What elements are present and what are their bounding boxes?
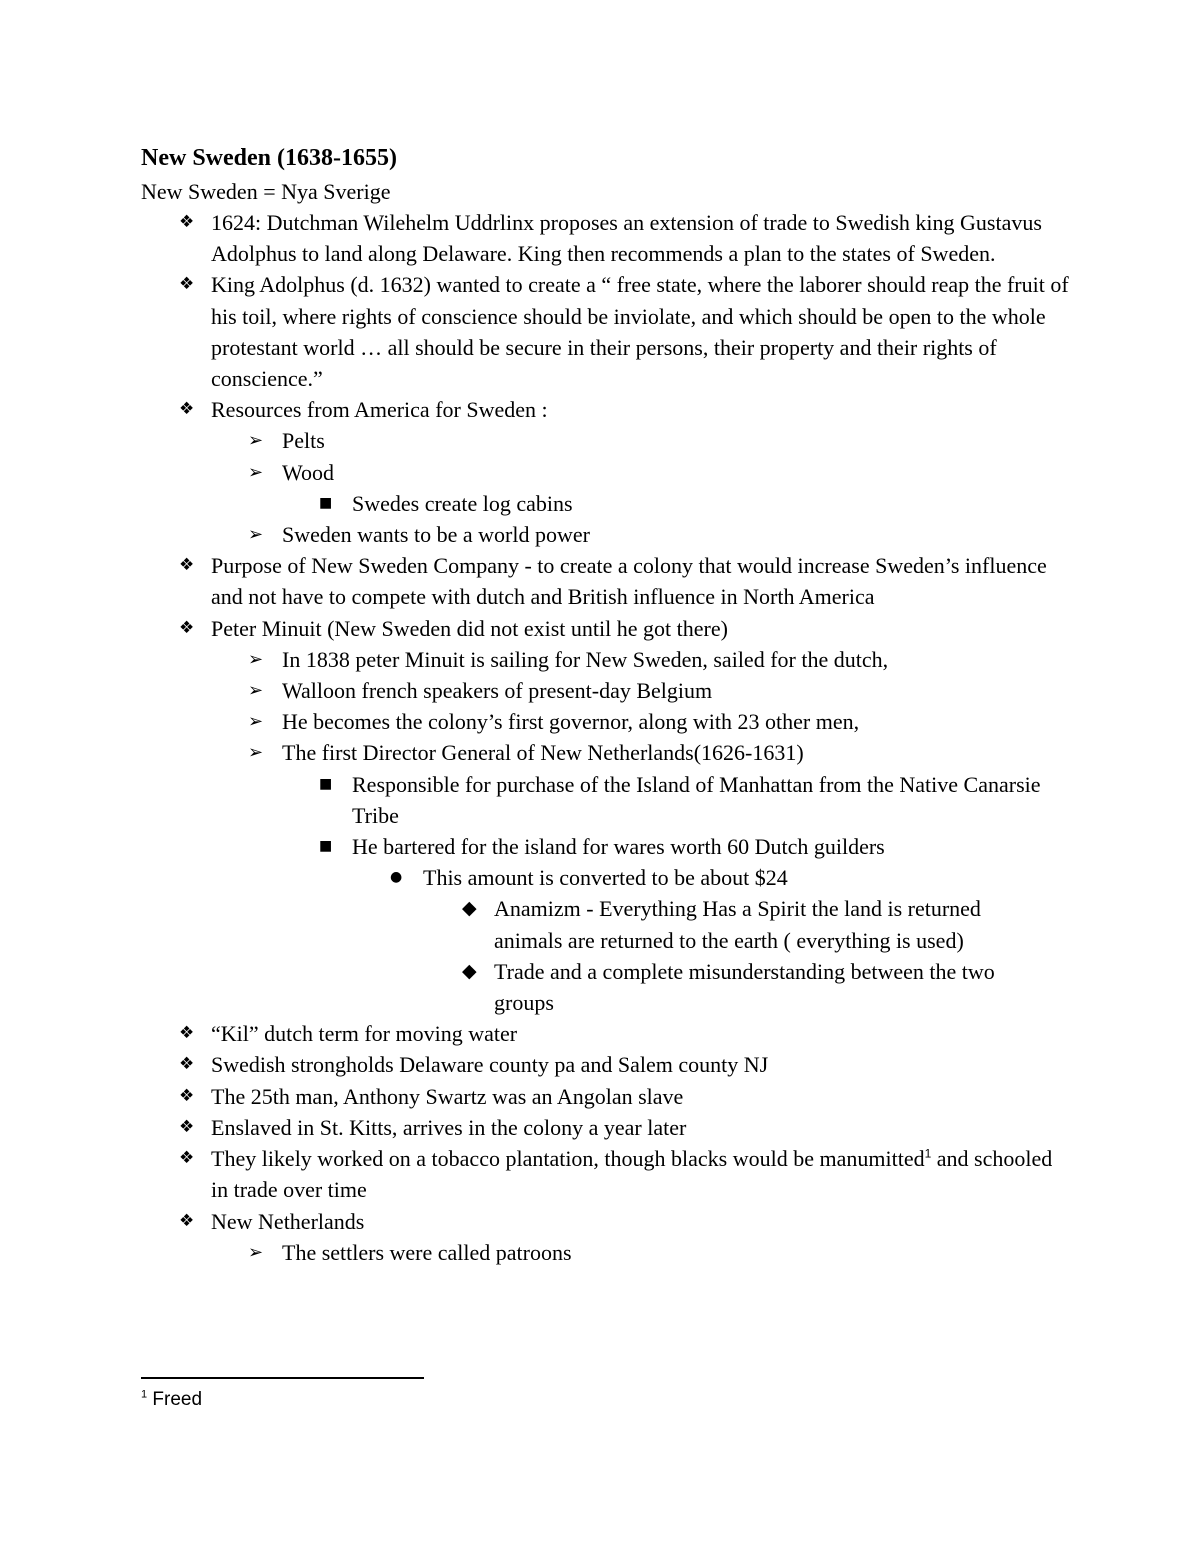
diamond-bullet-icon: ❖	[179, 1023, 195, 1044]
list-item	[0, 862, 1063, 893]
diamond-bullet-icon: ❖	[179, 555, 195, 576]
list-item	[0, 737, 1072, 768]
page-title: New Sweden (1638-1655)	[141, 145, 397, 171]
list-item-text: Trade and a complete misunderstanding between the two groups	[494, 958, 995, 1016]
list-item	[0, 1081, 1071, 1112]
list-item-text: The 25th man, Anthony Swartz was an Angolan slave	[211, 1083, 684, 1109]
list-item-text: 1624: Dutchman Wilehelm Uddrlinx proposes an extension of trade to Swedish king Gustavus Adolphus to land along Delaware. King then recommends a plan to the states of Sweden.	[211, 210, 1042, 267]
square-bullet-icon: ■	[319, 838, 333, 855]
list-item-text: Enslaved in St. Kitts, arrives in the colony a year later	[211, 1114, 687, 1140]
list-item	[0, 550, 1071, 612]
arrow-bullet-icon: ➢	[248, 461, 264, 483]
list-item-text: The settlers were called patroons	[282, 1239, 572, 1265]
list-item	[0, 831, 1052, 862]
diamond-bullet-icon: ❖	[179, 1116, 195, 1137]
list-item-text: Peter Minuit (New Sweden did not exist until he got there)	[211, 615, 728, 641]
list-item-text: Swedes create log cabins	[352, 490, 573, 516]
list-item	[0, 893, 1054, 955]
arrow-bullet-icon: ➢	[248, 742, 264, 764]
list-item-text: King Adolphus (d. 1632) wanted to create a “ free state, where the laborer should reap the fruit of his toil, where rights of conscience should be inviolate, and which should be open to the whole protestant world … all should be secure in their persons, their property and their rights of conscience.”	[211, 272, 1069, 392]
list-item-text: Responsible for purchase of the Island of Manhattan from the Native Canarsie Tribe	[352, 771, 1041, 828]
list-item-text: The first Director General of New Netherlands(1626-1631)	[282, 740, 804, 766]
list-item-text: Sweden wants to be a world power	[282, 522, 590, 548]
list-item-text-continued: and schooled in trade over time	[211, 1146, 1053, 1203]
page-subtitle: New Sweden = Nya Sverige	[141, 179, 391, 204]
list-item-text: Wood	[282, 459, 335, 485]
list-item	[0, 1112, 1071, 1143]
dot-bullet-icon: ●	[390, 869, 403, 886]
arrow-bullet-icon: ➢	[248, 430, 264, 452]
list-item	[0, 675, 1072, 706]
list-item-text: In 1838 peter Minuit is sailing for New Sweden, sailed for the dutch,	[282, 646, 889, 672]
list-item-text: Resources from America for Sweden :	[211, 397, 548, 423]
diamond-bullet-icon: ❖	[179, 399, 195, 420]
list-item	[0, 488, 1052, 519]
list-item	[0, 1237, 1072, 1268]
arrow-bullet-icon: ➢	[248, 524, 264, 546]
footnote-reference[interactable]: 1	[924, 1146, 932, 1161]
list-item	[0, 394, 1071, 425]
diamond-bullet-icon: ❖	[179, 1054, 195, 1075]
list-item-text: “Kil” dutch term for moving water	[211, 1021, 518, 1047]
list-item	[0, 1018, 1071, 1049]
list-item	[0, 1049, 1071, 1080]
list-item	[0, 1206, 1071, 1237]
footnote-number: 1	[141, 1388, 148, 1401]
list-item	[0, 207, 1071, 269]
square-bullet-icon: ■	[319, 775, 333, 792]
footnote	[141, 1388, 202, 1412]
list-item-text: Swedish strongholds Delaware county pa and Salem county NJ	[211, 1052, 769, 1078]
list-item	[0, 644, 1072, 675]
list-item-text: This amount is converted to be about $24	[423, 865, 788, 891]
arrow-bullet-icon: ➢	[248, 648, 264, 670]
square-bullet-icon: ■	[319, 494, 333, 511]
list-item-text: He bartered for the island for wares worth 60 Dutch guilders	[352, 834, 885, 860]
diamond-bullet-icon: ❖	[179, 274, 195, 295]
list-item	[0, 457, 1072, 488]
diamond-bullet-icon: ❖	[179, 1148, 195, 1169]
list-item-text: They likely worked on a tobacco plantation, though blacks would be manumitted	[211, 1146, 925, 1172]
list-item	[0, 269, 1071, 394]
footnote-divider	[141, 1377, 424, 1379]
notes-list	[0, 207, 1200, 1268]
diamond-bullet-icon: ❖	[179, 1085, 195, 1106]
footnote-text: Freed	[147, 1389, 203, 1410]
list-item-text: Purpose of New Sweden Company - to create a colony that would increase Sweden’s influence and not have to compete with dutch and British influence in North America	[211, 553, 1047, 610]
list-item	[0, 613, 1071, 644]
arrow-bullet-icon: ➢	[248, 711, 264, 733]
list-item	[0, 519, 1072, 550]
list-item	[0, 769, 1052, 831]
list-item-text: New Netherlands	[211, 1208, 365, 1234]
arrow-bullet-icon: ➢	[248, 1241, 264, 1263]
list-item-text: He becomes the colony’s first governor, along with 23 other men,	[282, 709, 860, 735]
diamond-bullet-icon: ❖	[179, 617, 195, 638]
diamond-bullet-icon: ❖	[179, 1210, 195, 1231]
arrow-bullet-icon: ➢	[248, 680, 264, 702]
list-item	[0, 425, 1072, 456]
diamond-bullet-icon: ❖	[179, 212, 195, 232]
list-item-text: Pelts	[282, 428, 325, 454]
list-item-text: Walloon french speakers of present-day Belgium	[282, 678, 713, 704]
filled-diamond-bullet-icon: ◆	[462, 959, 477, 982]
list-item	[0, 956, 1054, 1018]
list-item	[0, 1143, 1071, 1205]
list-item	[0, 706, 1072, 737]
filled-diamond-bullet-icon: ◆	[462, 897, 477, 920]
list-item-text: Anamizm - Everything Has a Spirit the land is returned animals are returned to the earth ( everything is used)	[494, 896, 981, 953]
